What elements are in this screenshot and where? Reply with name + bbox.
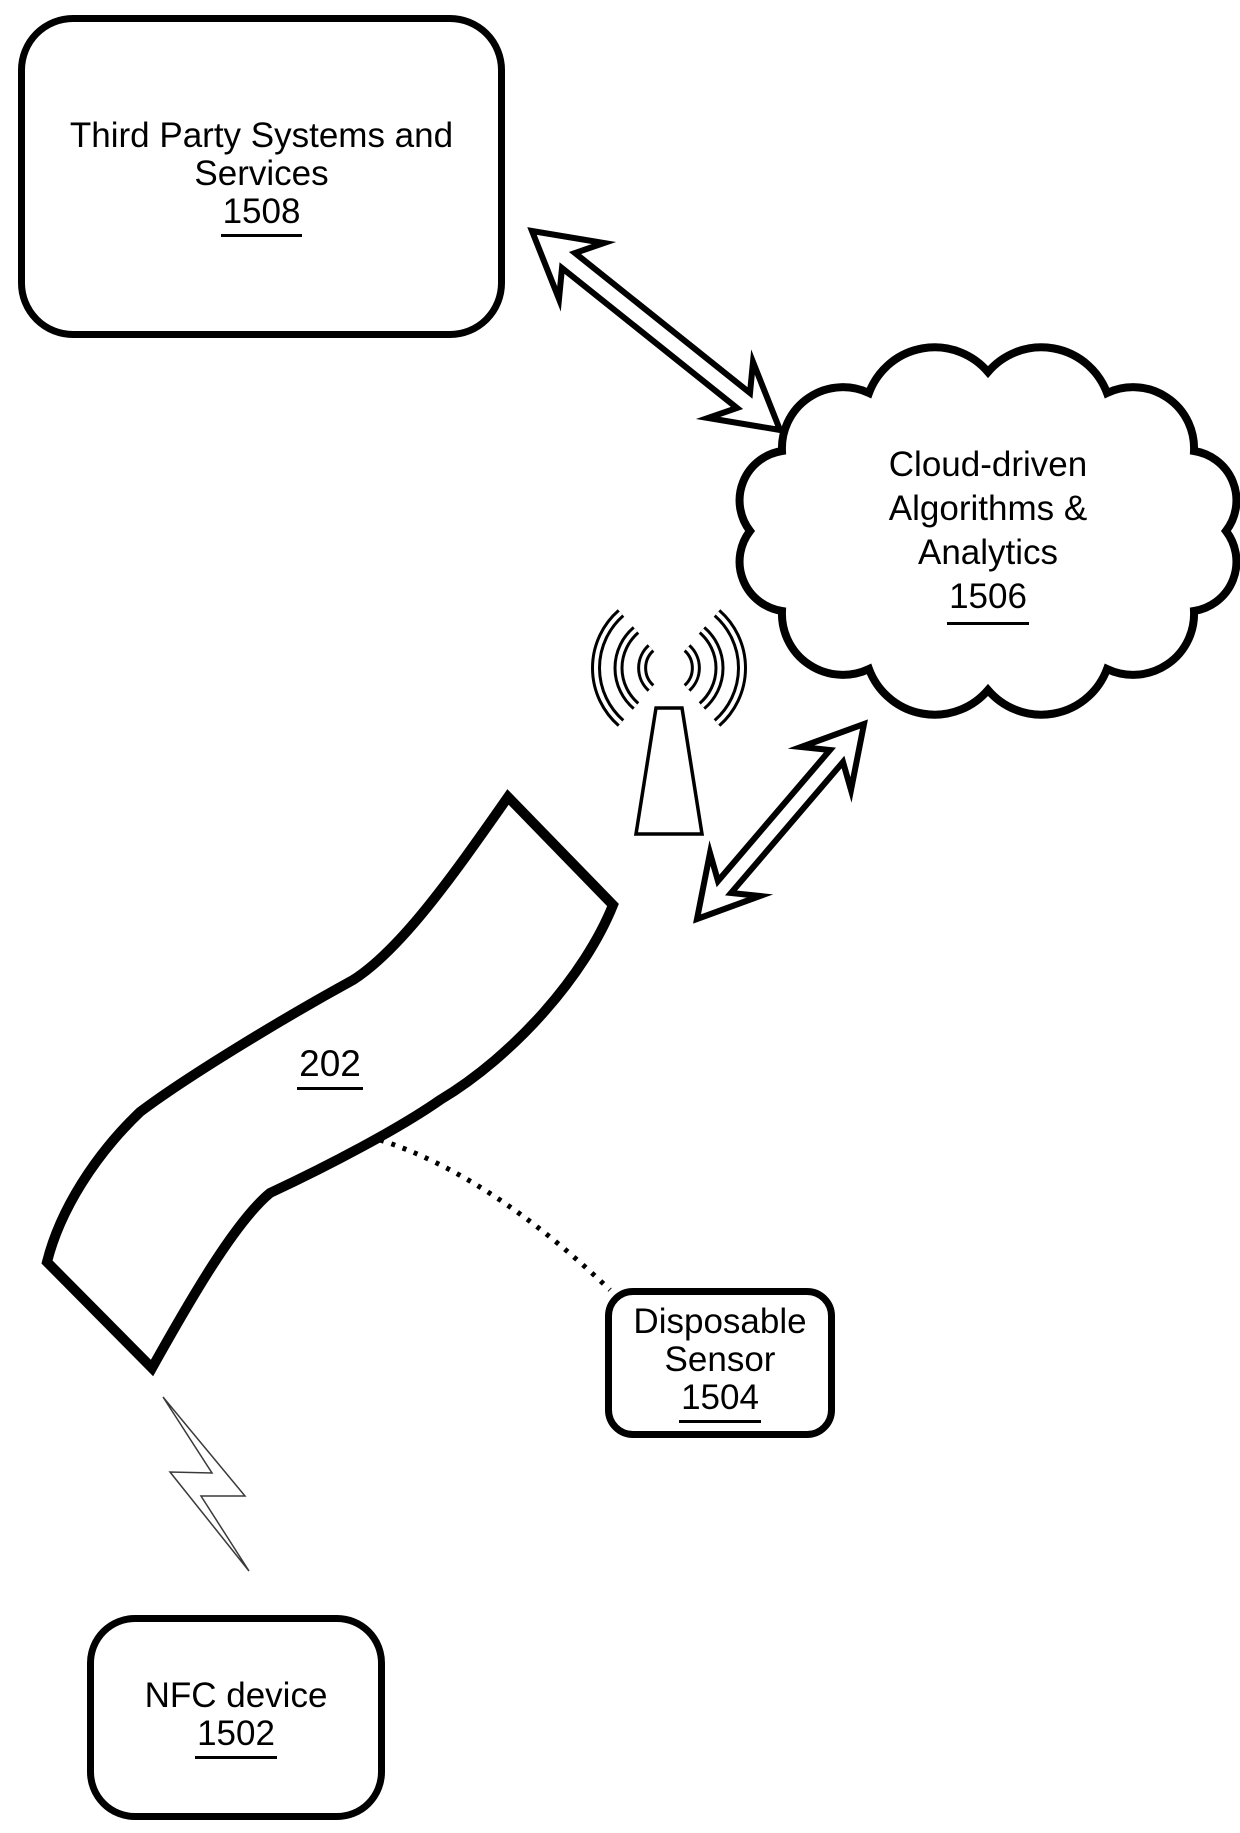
- third-party-label-line1: Third Party Systems and: [69, 115, 454, 155]
- double-headed-arrow-icon: [697, 724, 864, 919]
- dotted-leader-line: [380, 1140, 610, 1290]
- antenna-mast: [636, 708, 702, 834]
- cloud-ref: [763, 575, 1213, 625]
- radio-mast-icon: [596, 613, 742, 834]
- double-headed-arrow-icon: [532, 231, 780, 430]
- cloud-label-line2: Algorithms &: [888, 489, 1088, 528]
- cloud-label-line1: Cloud-driven: [888, 445, 1088, 484]
- ref-number: 1508: [221, 193, 303, 237]
- ref-number: 1506: [947, 575, 1029, 625]
- third-party-systems-box: [18, 15, 505, 338]
- nfc-ref: [195, 1715, 277, 1759]
- disposable-sensor-box: [605, 1288, 835, 1438]
- nfc-label-line1: NFC device: [144, 1675, 328, 1715]
- lightning-bolt-icon: [163, 1397, 249, 1571]
- sensor-label-line2: Sensor: [664, 1340, 776, 1379]
- third-party-ref: [221, 193, 303, 237]
- sensor-label-line1: Disposable: [633, 1302, 807, 1341]
- band-ref: [280, 1044, 380, 1090]
- nfc-device-box: [87, 1615, 385, 1820]
- sensor-ref: [679, 1379, 761, 1423]
- ref-number: 1504: [679, 1379, 761, 1423]
- cloud-label-line3: Analytics: [917, 533, 1059, 572]
- third-party-label-line2: Services: [194, 153, 329, 193]
- cloud-label: [763, 443, 1213, 625]
- ref-number: 202: [297, 1044, 363, 1090]
- ref-number: 1502: [195, 1715, 277, 1759]
